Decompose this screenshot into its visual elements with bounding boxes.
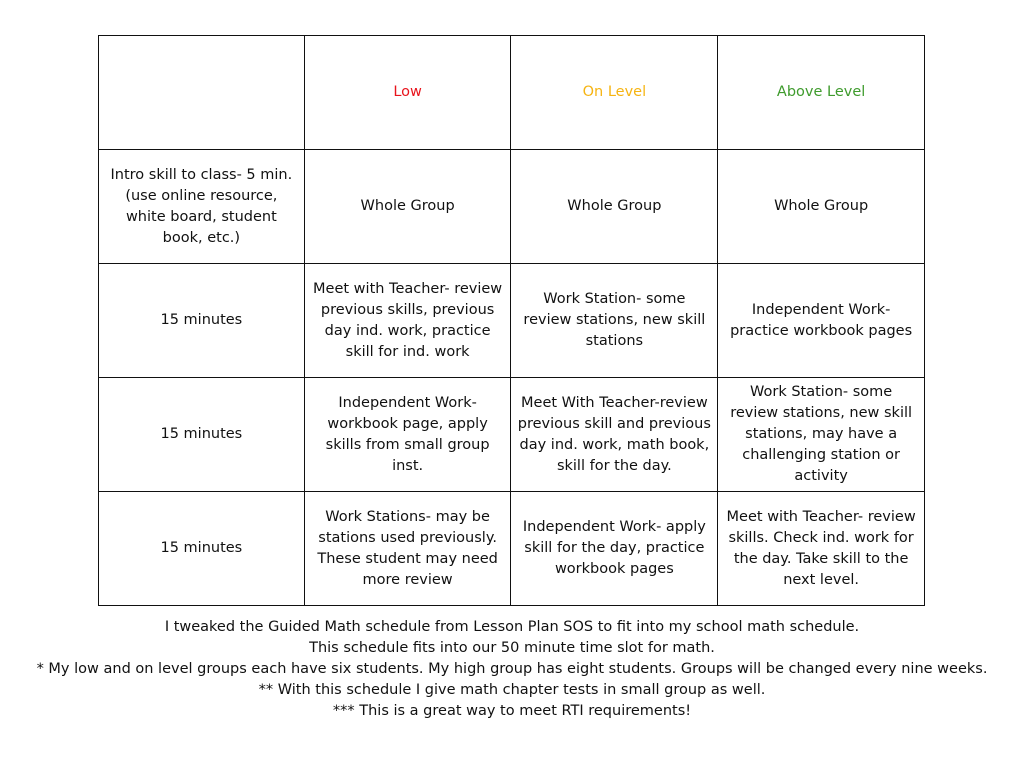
cell-low-rotation-2: Independent Work- workbook page, apply skills from small group inst. [304,378,511,492]
cell-on-level-rotation-1: Work Station- some review stations, new skill stations [511,264,718,378]
cell-above-level-rotation-1: Independent Work- practice workbook pages [718,264,925,378]
header-low: Low [304,36,511,150]
row-label-rotation-3: 15 minutes [99,492,305,606]
cell-low-intro: Whole Group [304,150,511,264]
header-above-level: Above Level [718,36,925,150]
row-label-intro: Intro skill to class- 5 min. (use online resource, white board, student book, etc.) [99,150,305,264]
header-on-level: On Level [511,36,718,150]
note-line: I tweaked the Guided Math schedule from Lesson Plan SOS to fit into my school math schedule. [164,619,860,635]
cell-above-level-intro: Whole Group [718,150,925,264]
cell-low-rotation-3: Work Stations- may be stations used previously. These student may need more review [304,492,511,606]
note-line: ** With this schedule I give math chapter tests in small group as well. [258,682,766,698]
row-label-rotation-2: 15 minutes [99,378,305,492]
header-row [99,36,925,150]
table-row [99,150,925,264]
table-row [99,492,925,606]
note-line: *** This is a great way to meet RTI requirements! [332,703,692,719]
table-row [99,264,925,378]
note-line: This schedule fits into our 50 minute time slot for math. [309,640,715,656]
cell-above-level-rotation-2: Work Station- some review stations, new skill stations, may have a challenging station or activity [718,378,925,492]
cell-on-level-rotation-3: Independent Work- apply skill for the day, practice workbook pages [511,492,718,606]
table-row [99,378,925,492]
cell-on-level-rotation-2: Meet With Teacher-review previous skill and previous day ind. work, math book, skill for the day. [511,378,718,492]
note-line: * My low and on level groups each have six students. My high group has eight students. Groups will be changed every nine weeks. [36,661,988,677]
guided-math-schedule-table [98,35,925,606]
cell-on-level-intro: Whole Group [511,150,718,264]
cell-low-rotation-1: Meet with Teacher- review previous skills, previous day ind. work, practice skill for ind. work [304,264,511,378]
corner-cell [99,36,305,150]
schedule-notes [0,617,1024,722]
cell-above-level-rotation-3: Meet with Teacher- review skills. Check ind. work for the day. Take skill to the next level. [718,492,925,606]
row-label-rotation-1: 15 minutes [99,264,305,378]
